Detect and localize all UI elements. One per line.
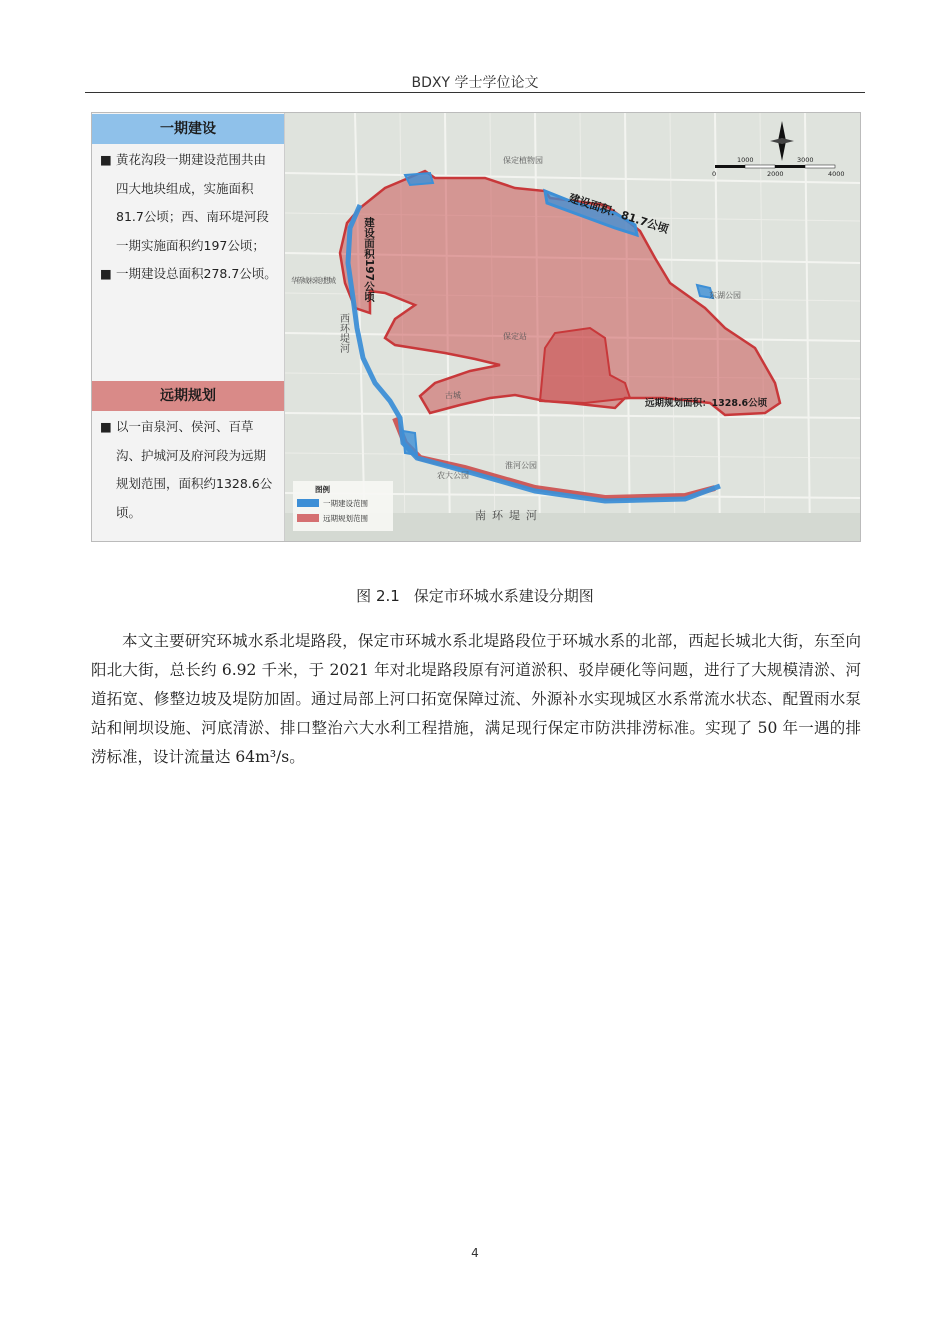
legend-title: 图例 — [315, 485, 330, 494]
longterm-area-label: 远期规划面积：1328.6公顷 — [645, 398, 768, 409]
longterm-text — [100, 413, 278, 527]
city-map — [285, 113, 860, 541]
header-rule — [85, 92, 865, 93]
west-area-label: 建设面积197公顷 — [363, 217, 375, 302]
place-label: 保定植物园 — [503, 156, 543, 165]
place-label: 古城 — [445, 391, 461, 400]
svg-text:4000: 4000 — [828, 170, 845, 178]
phase1-item: ■ 一期建设总面积278.7公顷。 — [100, 266, 277, 281]
svg-text:0: 0 — [712, 170, 717, 178]
svg-text:3000: 3000 — [797, 156, 814, 164]
caption-text: 保定市环城水系建设分期图 — [413, 587, 594, 605]
place-label: 保定站 — [503, 332, 527, 341]
phase1-item: ■ 黄花沟段一期建设范围共由四大地块组成，实施面积81.7公顷；西、南环堤河段一期实施面积约197公顷； — [100, 152, 269, 253]
figure-map — [91, 112, 861, 542]
legend-item: 远期规划范围 — [323, 514, 368, 523]
phase1-text — [100, 146, 278, 289]
phase1-nw — [405, 173, 433, 185]
longterm-heading: 远期规划 — [92, 381, 284, 411]
longterm-item: ■ 以一亩泉河、侯河、百草沟、护城河及府河段为远期规划范围，面积约1328.6公顷。 — [100, 419, 273, 520]
caption-number: 图 2.1 — [356, 587, 400, 605]
phase1-south — [403, 431, 417, 455]
south-dike-label: 南环堤河 — [475, 509, 543, 522]
map-legend — [293, 481, 393, 531]
place-label: 华侨城未来创想城 — [291, 276, 336, 285]
legend-item: 一期建设范围 — [323, 499, 368, 508]
page-number: 4 — [471, 1246, 479, 1260]
place-label: 农大公园 — [437, 471, 469, 480]
svg-text:2000: 2000 — [767, 170, 784, 178]
figure-caption — [85, 585, 865, 606]
body-paragraph: 本文主要研究环城水系北堤路段，保定市环城水系北堤路段位于环城水系的北部，西起长城北大街，东至向阳北大街，总长约 6.92 千米，于 2021 年对北堤路段原有河道淤积、驳岸硬化等问题，进行了大规模清淤、河道拓宽、修整边坡及堤防加固。通过局部上河口拓宽保障过流、外源补水实现城区水系常流水状态、配置雨水泵站和闸坝设施、河底清淤、排口整治六大水利工程措施，满足现行保定市防洪排涝标准。实现了 50 年一遇的排涝标准，设计流量达 64m³/s。 — [91, 632, 861, 766]
running-header: BDXY 学士学位论文 — [411, 75, 539, 91]
north-area-label: 建设面积：81.7公顷 — [567, 191, 671, 237]
svg-text:1000: 1000 — [737, 156, 754, 164]
legend-panel — [92, 113, 285, 541]
place-label: 东湖公园 — [709, 291, 741, 300]
place-label: 淮河公园 — [505, 461, 537, 470]
phase1-heading: 一期建设 — [92, 114, 284, 144]
west-dike-label: 西环堤河 — [337, 313, 349, 353]
